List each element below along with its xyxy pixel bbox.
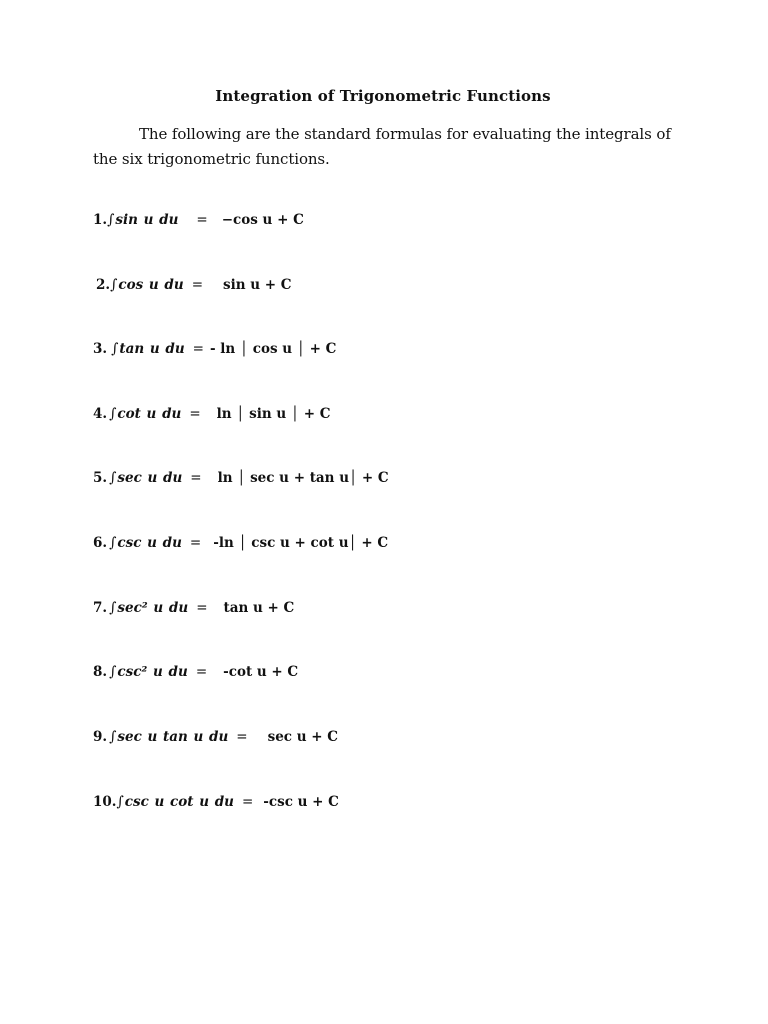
formula-6 (93, 535, 388, 555)
formula-integrand: tan u du (119, 341, 185, 357)
integral-symbol: ∫ (109, 406, 117, 422)
formula-result: -csc u + C (263, 794, 339, 810)
equals-sign: = (192, 341, 204, 357)
integral-symbol: ∫ (110, 277, 118, 293)
integral-symbol: ∫ (109, 470, 117, 486)
formula-integrand: cos u du (118, 277, 184, 293)
integral-symbol: ∫ (109, 535, 117, 551)
formula-result: sec u + C (267, 729, 338, 745)
equals-sign: = (196, 212, 208, 228)
formula-result: -ln │ csc u + cot u│ + C (213, 535, 389, 551)
formula-integrand: sec² u du (117, 600, 189, 616)
formula-integrand: sec u tan u du (117, 729, 229, 745)
formula-integrand: sin u du (115, 212, 179, 228)
formula-result: sin u + C (223, 277, 292, 293)
formula-number: 2. (96, 277, 111, 293)
formula-7 (93, 600, 294, 620)
equals-sign: = (196, 600, 208, 616)
formula-1 (93, 212, 304, 232)
formula-integrand: csc u du (117, 535, 182, 551)
formula-number: 1. (93, 212, 108, 228)
formula-result: - ln │ cos u │ + C (209, 341, 337, 357)
formula-4 (93, 406, 330, 426)
formula-result: ln │ sin u │ + C (216, 406, 331, 422)
integral-symbol: ∫ (111, 341, 119, 357)
intro-line-1: The following are the standard formulas for evaluating the integrals of (139, 125, 671, 143)
formula-8 (93, 664, 298, 684)
formula-number: 8. (93, 664, 108, 680)
formula-3 (93, 341, 336, 361)
page-title: Integration of Trigonometric Functions (215, 87, 551, 105)
formula-result: −cos u + C (221, 212, 304, 228)
formula-result: tan u + C (223, 600, 295, 616)
equals-sign: = (236, 729, 248, 745)
equals-sign: = (189, 535, 202, 551)
integral-symbol: ∫ (109, 600, 117, 616)
formula-integrand: csc u cot u du (124, 794, 234, 810)
integral-symbol: ∫ (107, 212, 115, 228)
equals-sign: = (241, 794, 254, 810)
formula-number: 9. (93, 729, 108, 745)
formula-9 (93, 729, 338, 749)
formula-number: 5. (93, 470, 108, 486)
formula-number: 7. (93, 600, 108, 616)
formula-number: 10. (93, 794, 117, 810)
formula-number: 6. (93, 535, 108, 551)
intro-line-2: the six trigonometric functions. (93, 150, 330, 168)
integral-symbol: ∫ (109, 729, 117, 745)
formula-integrand: csc² u du (117, 664, 188, 680)
formula-10 (93, 794, 339, 814)
formula-result: -cot u + C (223, 664, 299, 680)
formula-integrand: sec u du (117, 470, 183, 486)
formula-number: 3. (93, 341, 108, 357)
equals-sign: = (195, 664, 208, 680)
integral-symbol: ∫ (116, 794, 124, 810)
formula-number: 4. (93, 406, 108, 422)
intro-paragraph (93, 122, 677, 172)
integral-symbol: ∫ (109, 664, 117, 680)
equals-sign: = (190, 470, 202, 486)
equals-sign: = (191, 277, 203, 293)
equals-sign: = (189, 406, 201, 422)
formula-result: ln │ sec u + tan u│ + C (217, 470, 389, 486)
formula-2 (96, 277, 292, 297)
formula-integrand: cot u du (117, 406, 182, 422)
formula-5 (93, 470, 389, 490)
